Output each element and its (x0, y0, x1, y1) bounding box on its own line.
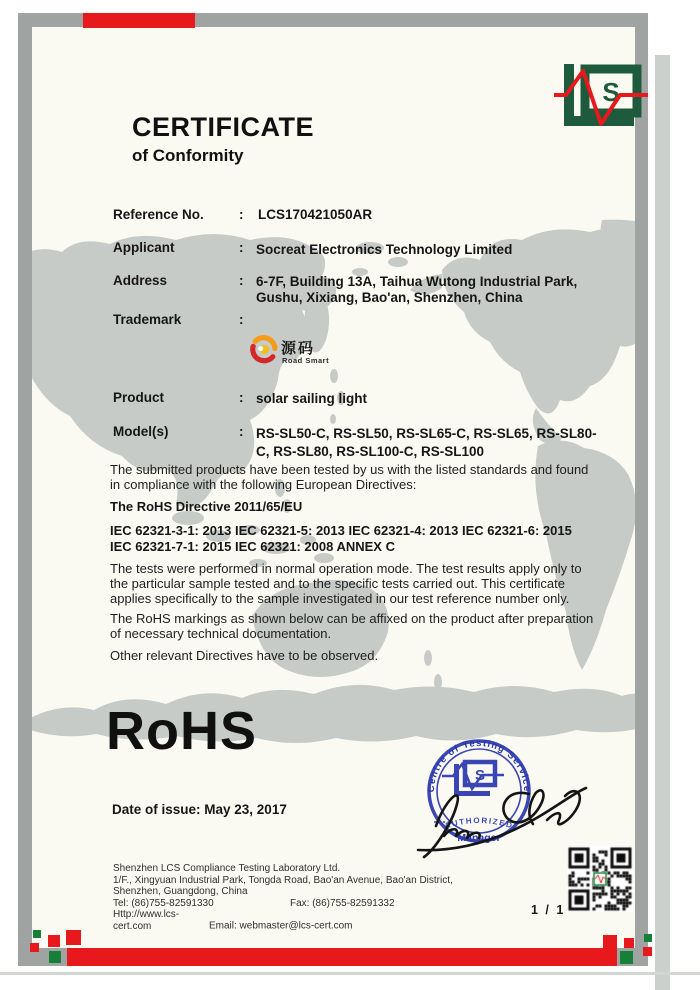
stamp-logo-letter: S (474, 767, 486, 784)
red-accent-bottom (67, 948, 617, 966)
page-title: CERTIFICATE (132, 112, 314, 142)
field-value-applicant: Socreat Electronics Technology Limited (256, 242, 513, 257)
lcs-logo (554, 60, 650, 136)
deco-square (49, 951, 61, 963)
footer-tel: Tel: (86)755-82591330 (113, 897, 214, 909)
footer-block (113, 863, 453, 933)
qr-code (567, 846, 633, 912)
deco-square (624, 938, 634, 948)
brand-latin-name: Road Smart (282, 356, 330, 365)
stamp-role-text: Manager (457, 832, 501, 844)
footer-fax: Fax: (86)755-82591332 (290, 897, 395, 909)
deco-square (643, 947, 652, 956)
footer-address-1: 1/F., Xingyuan Industrial Park, Tongda Road, Bao'an Avenue, Bao'an District, (113, 874, 453, 886)
field-label-models: Model(s) (113, 424, 169, 439)
other-directives-paragraph: Other relevant Directives have to be observed. (110, 648, 379, 663)
frame-left (18, 13, 32, 966)
stamp-authorized-text: AUTHORIZED (443, 815, 515, 831)
field-colon: : (239, 312, 244, 327)
intro-paragraph: The submitted products have been tested by us with the listed standards and found in compliance with the following European Directives: (110, 462, 589, 492)
footer-company: Shenzhen LCS Compliance Testing Laboratory Ltd. (113, 863, 341, 874)
scan-edge-line (0, 972, 700, 975)
field-label-reference: Reference No. (113, 207, 204, 222)
deco-square (48, 935, 60, 947)
stamp-ring-text: Centre of Testing Service (425, 737, 533, 793)
directive-heading: The RoHS Directive 2011/65/EU (110, 499, 303, 514)
standards-line-2: IEC 62321-7-1: 2015 IEC 62321: 2008 ANNEX C (110, 539, 395, 554)
frame-right (635, 13, 648, 966)
field-value-address: 6-7F, Building 13A, Taihua Wutong Industrial Park, Gushu, Xixiang, Bao'an, Shenzhen, China (256, 274, 578, 305)
scan-shadow (655, 55, 670, 990)
deco-square (33, 930, 41, 938)
field-label-applicant: Applicant (113, 240, 175, 255)
field-value-models: RS-SL50-C, RS-SL50, RS-SL65-C, RS-SL65, RS-SL80-C, RS-SL80, RS-SL100-C, RS-SL100 (256, 426, 597, 459)
field-colon: : (239, 207, 244, 222)
footer-web: Http://www.lcs-cert.com (113, 909, 180, 932)
rohs-mark: RoHS (106, 701, 257, 761)
approval-stamp (408, 730, 598, 865)
footer-email: Email: webmaster@lcs-cert.com (209, 920, 353, 932)
brand-chinese-name: 源码 (281, 340, 316, 357)
deco-square (603, 935, 617, 949)
deco-square (644, 934, 652, 942)
standards-line-1: IEC 62321-3-1: 2013 IEC 62321-5: 2013 IEC 62321-4: 2013 IEC 62321-6: 2015 (110, 523, 572, 538)
field-value-reference: LCS170421050AR (258, 207, 373, 222)
field-colon: : (239, 273, 244, 288)
deco-square (66, 930, 81, 945)
stamp-center-logo (442, 762, 504, 796)
field-colon: : (239, 424, 244, 439)
field-value-product: solar sailing light (256, 391, 368, 406)
markings-paragraph: The RoHS markings as shown below can be affixed on the product after preparation of necessary technical documentation. (110, 611, 594, 641)
deco-square (620, 951, 633, 964)
field-label-product: Product (113, 390, 165, 405)
page-subtitle: of Conformity (132, 146, 244, 165)
page-number: 1 / 1 (531, 903, 566, 917)
date-of-issue: Date of issue: May 23, 2017 (112, 802, 287, 817)
footer-address-2: Shenzhen, Guangdong, China (113, 886, 248, 898)
roadsmart-logo-icon (249, 335, 278, 364)
field-label-address: Address (113, 273, 168, 288)
field-colon: : (239, 390, 244, 405)
logo-letter-s: S (602, 77, 620, 107)
red-accent-top (83, 13, 195, 28)
field-colon: : (239, 240, 244, 255)
field-label-trademark: Trademark (113, 312, 182, 327)
deco-square (30, 943, 39, 952)
tests-paragraph: The tests were performed in normal operation mode. The test results apply only to the particular sample tested and to the specific tests carried out. This certificate applies specifically to the sample investigated in our test reference number only. (110, 561, 582, 606)
